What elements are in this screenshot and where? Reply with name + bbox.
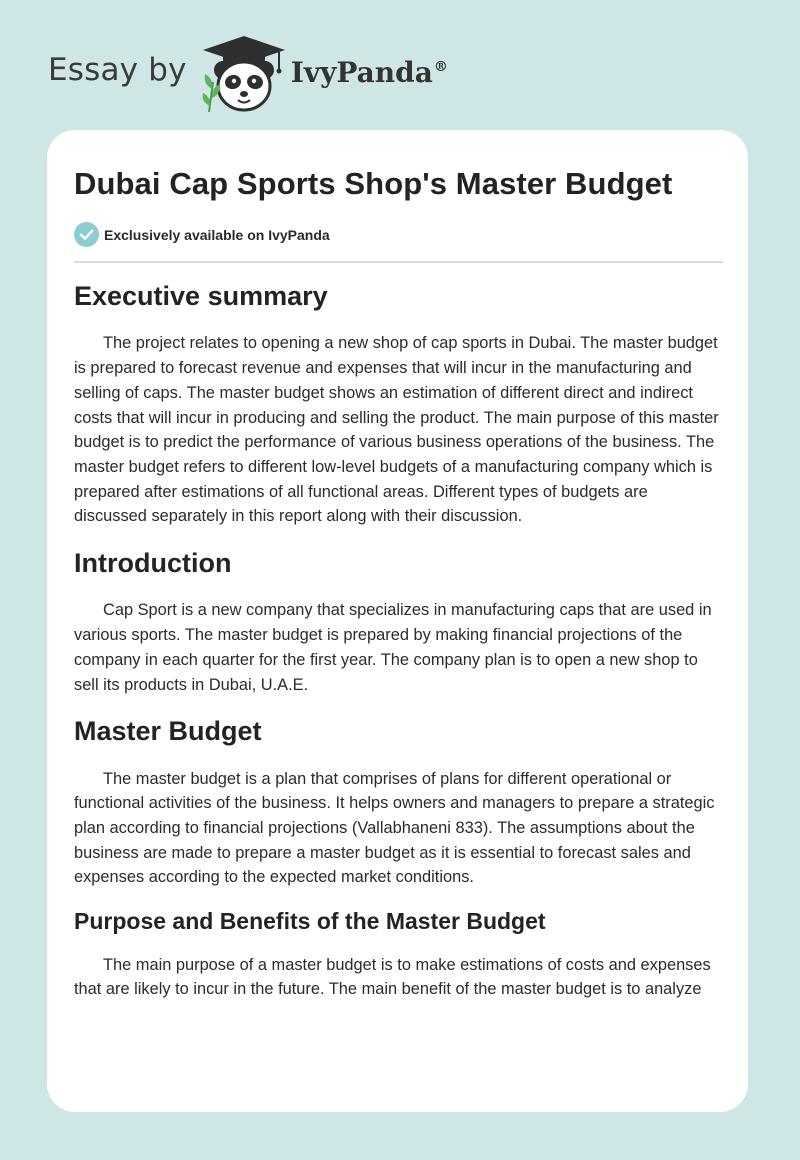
registered-mark: ® <box>433 59 448 76</box>
page-title: Dubai Cap Sports Shop's Master Budget <box>74 166 673 201</box>
check-circle-icon <box>74 222 99 247</box>
site-header-brand[interactable] <box>48 34 448 114</box>
brand-prefix: Essay by <box>48 52 187 88</box>
section-heading-purpose-and-benefits: Purpose and Benefits of the Master Budget <box>74 908 546 935</box>
essay-body <box>74 280 723 1002</box>
exclusive-badge-text: Exclusively available on IvyPanda <box>104 226 330 243</box>
essay-card <box>47 130 748 1112</box>
brand-name <box>291 56 448 89</box>
section-paragraph-purpose-and-benefits: The main purpose of a master budget is to make estimations of costs and expenses that are likely to incur in the future. The main benefit of the master budget is to analyze <box>74 955 711 999</box>
section-paragraph-introduction: Cap Sport is a new company that specializes in manufacturing caps that are used in various sports. The master budget is prepared by making financial projections of the company in each quarter for the first year. The company plan is to open a new shop to sell its products in Dubai, U.A.E. <box>74 601 712 694</box>
title-divider <box>74 261 723 263</box>
section-heading-executive-summary: Executive summary <box>74 281 328 311</box>
panda-graduate-logo-icon <box>201 34 287 114</box>
exclusive-badge <box>74 222 330 247</box>
brand-name-text: IvyPanda <box>290 55 433 89</box>
section-paragraph-master-budget: The master budget is a plan that comprises of plans for different operational or functional activities of the business. It helps owners and managers to prepare a strategic plan according to financial projections (Vallabhaneni 833). The assumptions about the business are made to prepare a master budget as it is essential to forecast sales and expenses according to the expected market conditions. <box>74 769 715 887</box>
section-paragraph-executive-summary: The project relates to opening a new shop of cap sports in Dubai. The master budget is prepared to forecast revenue and expenses that will incur in the manufacturing and selling of caps. The master budget shows an estimation of different direct and indirect costs that will incur in producing and selling the product. The main purpose of this master budget is to predict the performance of various business operations of the business. The master budget refers to different low-level budgets of a manufacturing company which is prepared after estimations of all functional areas. Different types of budgets are discussed separately in this report along with their discussion. <box>74 334 719 526</box>
section-heading-introduction: Introduction <box>74 548 232 579</box>
section-heading-master-budget: Master Budget <box>74 716 262 747</box>
